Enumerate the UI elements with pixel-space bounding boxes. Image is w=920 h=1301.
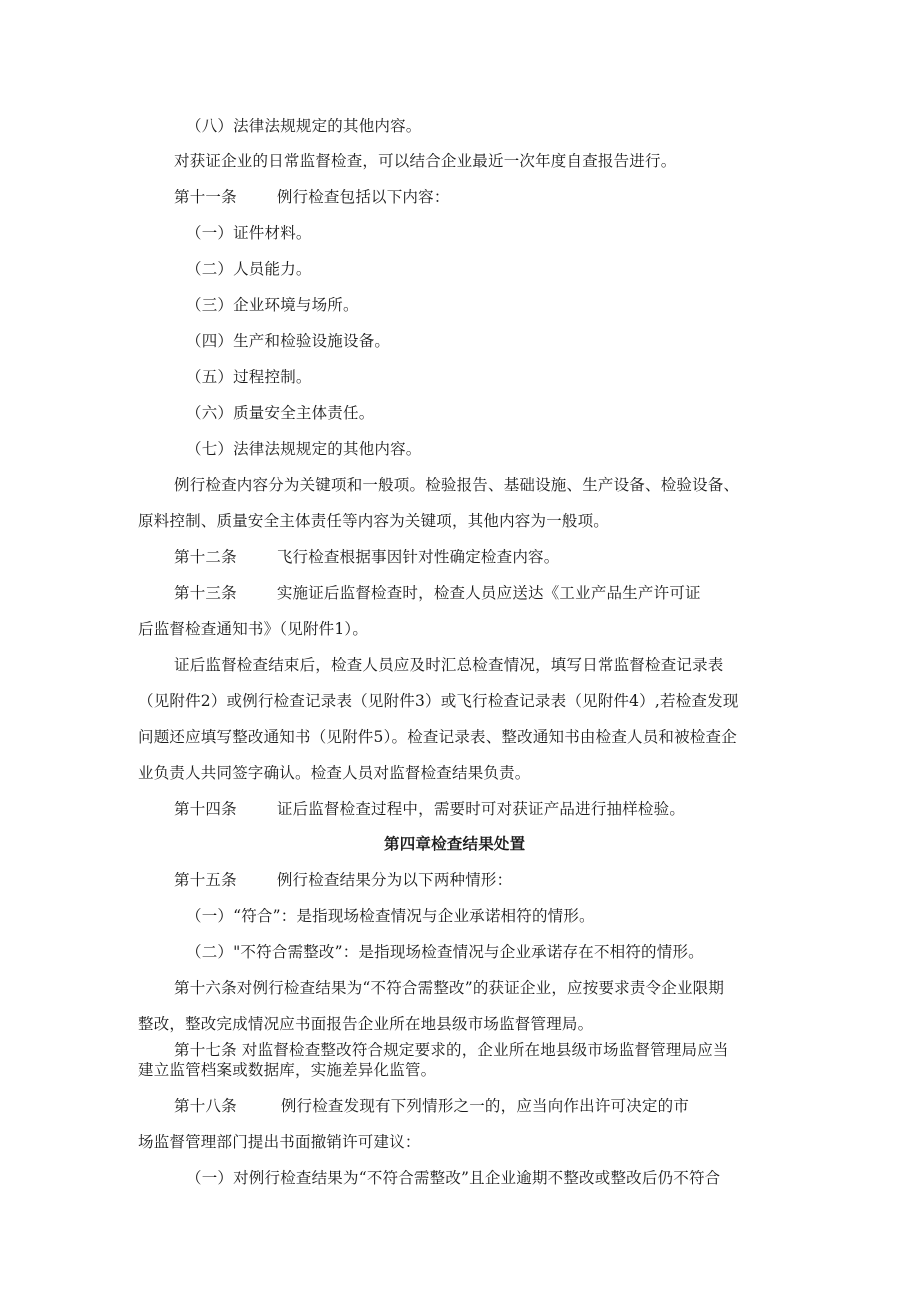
article-11 <box>174 187 450 207</box>
article-11-text: 例行检查包括以下内容： <box>276 188 450 206</box>
list-item-7: （七）法律法规规定的其他内容。 <box>186 440 422 458</box>
chapter-4-heading: 第四章检查结果处置 <box>384 835 526 853</box>
article-16-line-1: 第十六条对例行检查结果为“不符合需整改”的获证企业，应按要求责令企业限期 <box>174 979 725 997</box>
article-13 <box>174 583 701 603</box>
article-17-line-1: 第十七条 对监督检查整改符合规定要求的，企业所在地县级市场监督管理局应当 <box>174 1041 729 1059</box>
article-14 <box>174 799 685 819</box>
article-15-label: 第十五条 <box>174 871 237 889</box>
article-15 <box>174 870 512 890</box>
list-item-5: （五）过程控制。 <box>186 368 312 386</box>
article-11-label: 第十一条 <box>174 188 237 206</box>
article-18 <box>174 1096 689 1116</box>
article-13-text: 实施证后监督检查时，检查人员应送达《工业产品生产许可证 <box>276 584 701 602</box>
list-item-1: （一）证件材料。 <box>186 224 312 242</box>
article-18-text: 例行检查发现有下列情形之一的，应当向作出许可决定的市 <box>280 1097 690 1115</box>
paragraph-records-2: （见附件2）或例行检查记录表（见附件3）或飞行检查记录表（见附件4）,若检查发现 <box>138 692 739 710</box>
list-item-3: （三）企业环境与场所。 <box>186 296 359 314</box>
article-12 <box>174 547 559 567</box>
article-13-label: 第十三条 <box>174 584 237 602</box>
paragraph-records-4: 业负责人共同签字确认。检查人员对监督检查结果负责。 <box>138 764 531 782</box>
paragraph-key-items-2: 原料控制、质量安全主体责任等内容为关键项，其他内容为一般项。 <box>138 512 610 530</box>
result-compliant: （一）“符合”：是指现场检查情况与企业承诺相符的情形。 <box>186 907 595 925</box>
article-18-label: 第十八条 <box>174 1097 237 1115</box>
list-item-2: （二）人员能力。 <box>186 260 312 278</box>
list-item-4: （四）生产和检验设施设备。 <box>186 332 391 350</box>
paragraph-daily-inspection: 对获证企业的日常监督检查，可以结合企业最近一次年度自查报告进行。 <box>174 152 677 170</box>
article-18-continued: 场监督管理部门提出书面撤销许可建议： <box>138 1133 421 1151</box>
article-13-continued: 后监督检查通知书》（见附件1）。 <box>138 620 369 638</box>
article-17-line-2: 建立监管档案或数据库，实施差异化监管。 <box>138 1061 437 1079</box>
article-16-line-2: 整改，整改完成情况应书面报告企业所在地县级市场监督管理局。 <box>138 1015 594 1033</box>
article-15-text: 例行检查结果分为以下两种情形： <box>276 871 513 889</box>
result-noncompliant: （二）"不符合需整改”：是指现场检查情况与企业承诺存在不相符的情形。 <box>186 943 704 961</box>
paragraph-records-3: 问题还应填写整改通知书（见附件5）。检查记录表、整改通知书由检查人员和被检查企 <box>138 728 737 746</box>
article-12-label: 第十二条 <box>174 548 237 566</box>
revocation-item-1: （一）对例行检查结果为“不符合需整改”且企业逾期不整改或整改后仍不符合 <box>186 1169 721 1187</box>
article-14-text: 证后监督检查过程中，需要时可对获证产品进行抽样检验。 <box>276 800 686 818</box>
article-14-label: 第十四条 <box>174 800 237 818</box>
paragraph-records-1: 证后监督检查结束后，检查人员应及时汇总检查情况，填写日常监督检查记录表 <box>174 656 724 674</box>
article-12-text: 飞行检查根据事因针对性确定检查内容。 <box>276 548 560 566</box>
paragraph-key-items-1: 例行检查内容分为关键项和一般项。检验报告、基础设施、生产设备、检验设备、 <box>174 476 740 494</box>
item-8-other-content: （八）法律法规规定的其他内容。 <box>186 117 422 135</box>
list-item-6: （六）质量安全主体责任。 <box>186 404 375 422</box>
